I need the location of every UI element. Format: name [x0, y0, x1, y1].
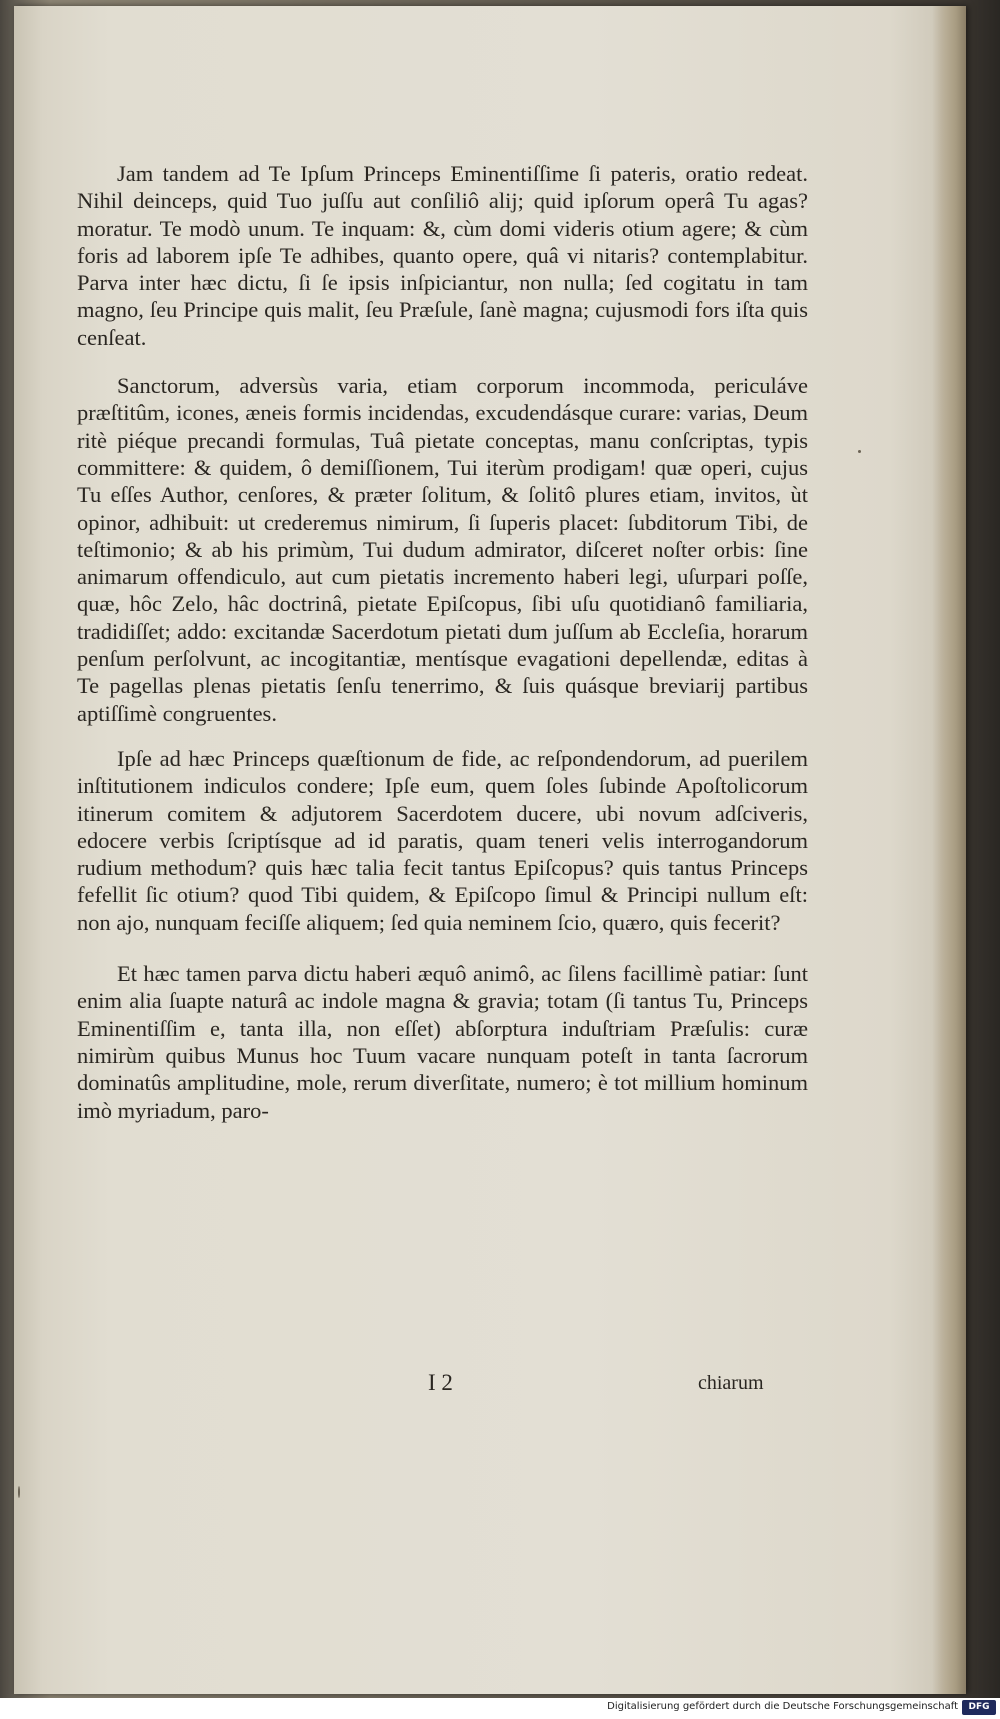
dfg-logo-icon: DFG	[962, 1700, 996, 1715]
paper-speck	[18, 1486, 20, 1498]
digitization-footer	[0, 1698, 1000, 1719]
paper-speck	[858, 450, 861, 453]
body-text	[77, 160, 808, 1124]
page-edge-shadow	[932, 6, 966, 1694]
catchword: chiarum	[698, 1372, 764, 1394]
paragraph-1: Jam tandem ad Te Ipſum Princeps Eminentiſſime ſi pateris, oratio redeat. Nihil deinceps, quid Tuo juſſu aut conſiliô alij; quid ipſorum operâ Tu agas? moratur. Te modò unum. Te inquam: &, cùm domi videris otium agere; & cùm foris ad laborem ipſe Te adhibes, quanto opere, quâ vi nitaris? contemplabitur. Parva inter hæc dictu, ſi ſe ipsis inſpiciantur, non nulla; ſed cogitatu in tam magno, ſeu Principe quis malit, ſeu Præſule, ſanè magna; cujusmodi fors iſta quis cenſeat.	[77, 161, 808, 350]
paragraph-2: Sanctorum, adversùs varia, etiam corporum incommoda, periculáve præſtitûm, icones, æneis formis incidendas, excudendásque curare: varias, Deum ritè piéque precandi formulas, Tuâ pietate conceptas, manu conſcriptas, typis committere: & quidem, ô demiſſionem, Tui iterùm prodigam! quæ operi, cujus Tu eſſes Author, cenſores, & præter ſolitum, & ſolitô plures etiam, invitos, ùt opinor, adhibuit: ut crederemus nimirum, ſi ſuperis placet: ſubditorum Tibi, de teſtimonio; & ab his primùm, Tui dudum admirator, diſceret noſter orbis: ſine animarum offendiculo, aut cum pietatis incremento haberi legi, uſurpari poſſe, quæ, hôc Zelo, hâc doctrinâ, pietate Epiſcopus, ſibi uſu quotidianô familiaria, tradidiſſet; addo: excitandæ Sacerdotum pietati dum juſſum ab Eccleſia, horarum penſum perſolvunt, ac incogitantiæ, mentísque evagationi depellendæ, editas à Te pagellas plenas pietatis ſenſu tenerrimo, & ſuis quásque breviarij partibus aptiſſimè congruentes.	[77, 373, 808, 726]
paragraph-4: Et hæc tamen parva dictu haberi æquô animô, ac ſilens facillimè patiar: ſunt enim alia ſuapte naturâ ac indole magna & gravia; totam (ſi tantus Tu, Princeps Eminentiſſim e, tanta illa, non eſſet) abſorptura induſtriam Præſulis: curæ nimirùm quibus Munus hoc Tuum vacare nunquam poteſt in tanta ſacrorum dominatûs amplitudine, mole, rerum diverſitate, numero; è tot millium hominum imò myriadum, paro-	[77, 961, 808, 1123]
signature-mark: I 2	[428, 1370, 453, 1395]
footer-credit: Digitalisierung gefördert durch die Deutsche Forschungsgemeinschaft	[607, 1701, 958, 1712]
paragraph-3: Ipſe ad hæc Princeps quæſtionum de fide, ac reſpondendorum, ad puerilem inſtitutionem indiculos condere; Ipſe eum, quem ſoles ſubinde Apoſtolicorum itinerum comitem & adjutorem Sacerdotem ducere, ubi novum adſciveris, edocere verbis ſcriptísque ad id paratis, quam teneri velis interrogandorum rudium methodum? quis hæc talia fecit tantus Epiſcopus? quis tantus Princeps fefellit ſic otium? quod Tibi quidem, & Epiſcopo ſimul & Principi nullum eſt: non ajo, nunquam feciſſe aliquem; ſed quia neminem ſcio, quæro, quis fecerit?	[77, 745, 808, 935]
